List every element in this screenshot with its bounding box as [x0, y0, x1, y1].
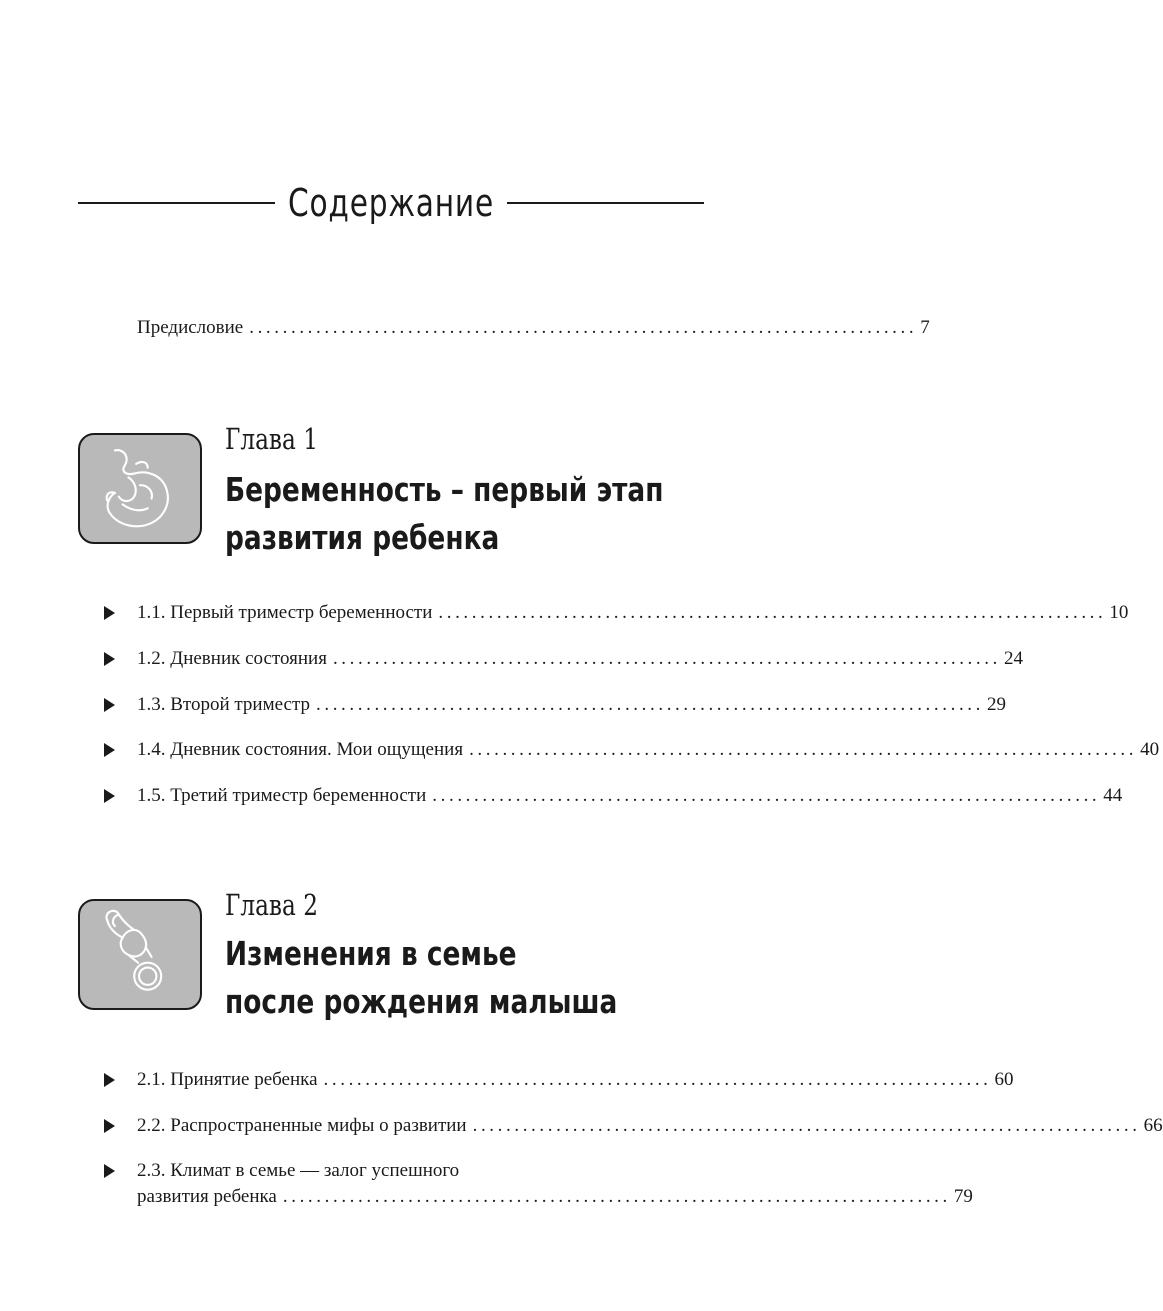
- toc-entry-2-1[interactable]: [137, 1068, 1014, 1092]
- toc-leader-dots: ................................................................................: [332, 648, 1001, 669]
- toc-entry-1-1[interactable]: [137, 601, 1129, 625]
- chapter-2-title-line1: Изменения в семье: [225, 934, 517, 973]
- triangle-bullet-icon: [104, 698, 115, 712]
- toc-entry-label: 2.2. Распространенные мифы о развитии: [137, 1115, 467, 1136]
- toc-entry-1-3[interactable]: [137, 693, 1006, 717]
- toc-entry-1-5[interactable]: [137, 784, 1123, 808]
- toc-entry-2-3-line1[interactable]: [137, 1159, 459, 1183]
- chapter-2-icon-box: [78, 899, 202, 1010]
- triangle-bullet-icon: [104, 743, 115, 757]
- toc-entry-page: 60: [994, 1069, 1014, 1090]
- toc-leader-dots: ................................................................................: [282, 1186, 951, 1207]
- triangle-bullet-icon: [104, 606, 115, 620]
- toc-entry-2-2[interactable]: [137, 1114, 1163, 1138]
- toc-entry-label: 1.3. Второй триместр: [137, 694, 310, 715]
- page-title: Содержание: [288, 181, 494, 225]
- toc-entry-label: 2.1. Принятие ребенка: [137, 1069, 318, 1090]
- toc-entry-label: 2.3. Климат в семье — залог успешного: [137, 1160, 460, 1181]
- page-title-row: [78, 178, 704, 228]
- chapter-1-title-line1: Беременность – первый этап: [225, 470, 664, 509]
- toc-entry-2-3[interactable]: [137, 1185, 973, 1209]
- triangle-bullet-icon: [104, 789, 115, 803]
- toc-entry-page: 79: [953, 1186, 973, 1207]
- toc-entry-1-4[interactable]: [137, 738, 1160, 762]
- toc-leader-dots: ................................................................................: [472, 1115, 1141, 1136]
- embryo-icon: [80, 435, 200, 542]
- toc-entry-preface[interactable]: [137, 316, 930, 340]
- title-rule-left: [78, 202, 275, 204]
- toc-leader-dots: ................................................................................: [323, 1069, 992, 1090]
- toc-entry-page: 44: [1103, 785, 1123, 806]
- toc-entry-label: 1.5. Третий триместр беременности: [137, 785, 427, 806]
- pacifier-icon: [80, 901, 200, 1008]
- toc-entry-label: 1.2. Дневник состояния: [137, 648, 327, 669]
- toc-entry-page: 7: [920, 317, 930, 338]
- toc-entry-page: 10: [1109, 602, 1129, 623]
- chapter-1-icon-box: [78, 433, 202, 544]
- chapter-1-title-line2: развития ребенка: [225, 518, 500, 557]
- title-rule-right: [507, 202, 704, 204]
- toc-entry-label: 1.4. Дневник состояния. Мои ощущения: [137, 739, 464, 760]
- toc-entry-1-2[interactable]: [137, 647, 1023, 671]
- chapter-2-title-line2: после рождения малыша: [225, 982, 618, 1021]
- chapter-2-label: Глава 2: [225, 888, 318, 922]
- toc-entry-label-continued: развития ребенка: [137, 1186, 277, 1207]
- triangle-bullet-icon: [104, 1073, 115, 1087]
- chapter-1-label: Глава 1: [225, 422, 318, 456]
- triangle-bullet-icon: [104, 652, 115, 666]
- triangle-bullet-icon: [104, 1119, 115, 1133]
- toc-entry-label: Предисловие: [137, 317, 244, 338]
- toc-leader-dots: ................................................................................: [432, 785, 1101, 806]
- toc-entry-page: 29: [987, 694, 1006, 715]
- toc-entry-page: 40: [1140, 739, 1160, 760]
- toc-entry-page: 24: [1003, 648, 1023, 669]
- toc-leader-dots: ................................................................................: [316, 694, 984, 715]
- triangle-bullet-icon: [104, 1164, 115, 1178]
- toc-entry-page: 66: [1143, 1115, 1163, 1136]
- toc-leader-dots: ................................................................................: [438, 602, 1107, 623]
- toc-leader-dots: ................................................................................: [249, 317, 918, 338]
- toc-leader-dots: ................................................................................: [469, 739, 1138, 760]
- toc-entry-label: 1.1. Первый триместр беременности: [137, 602, 433, 623]
